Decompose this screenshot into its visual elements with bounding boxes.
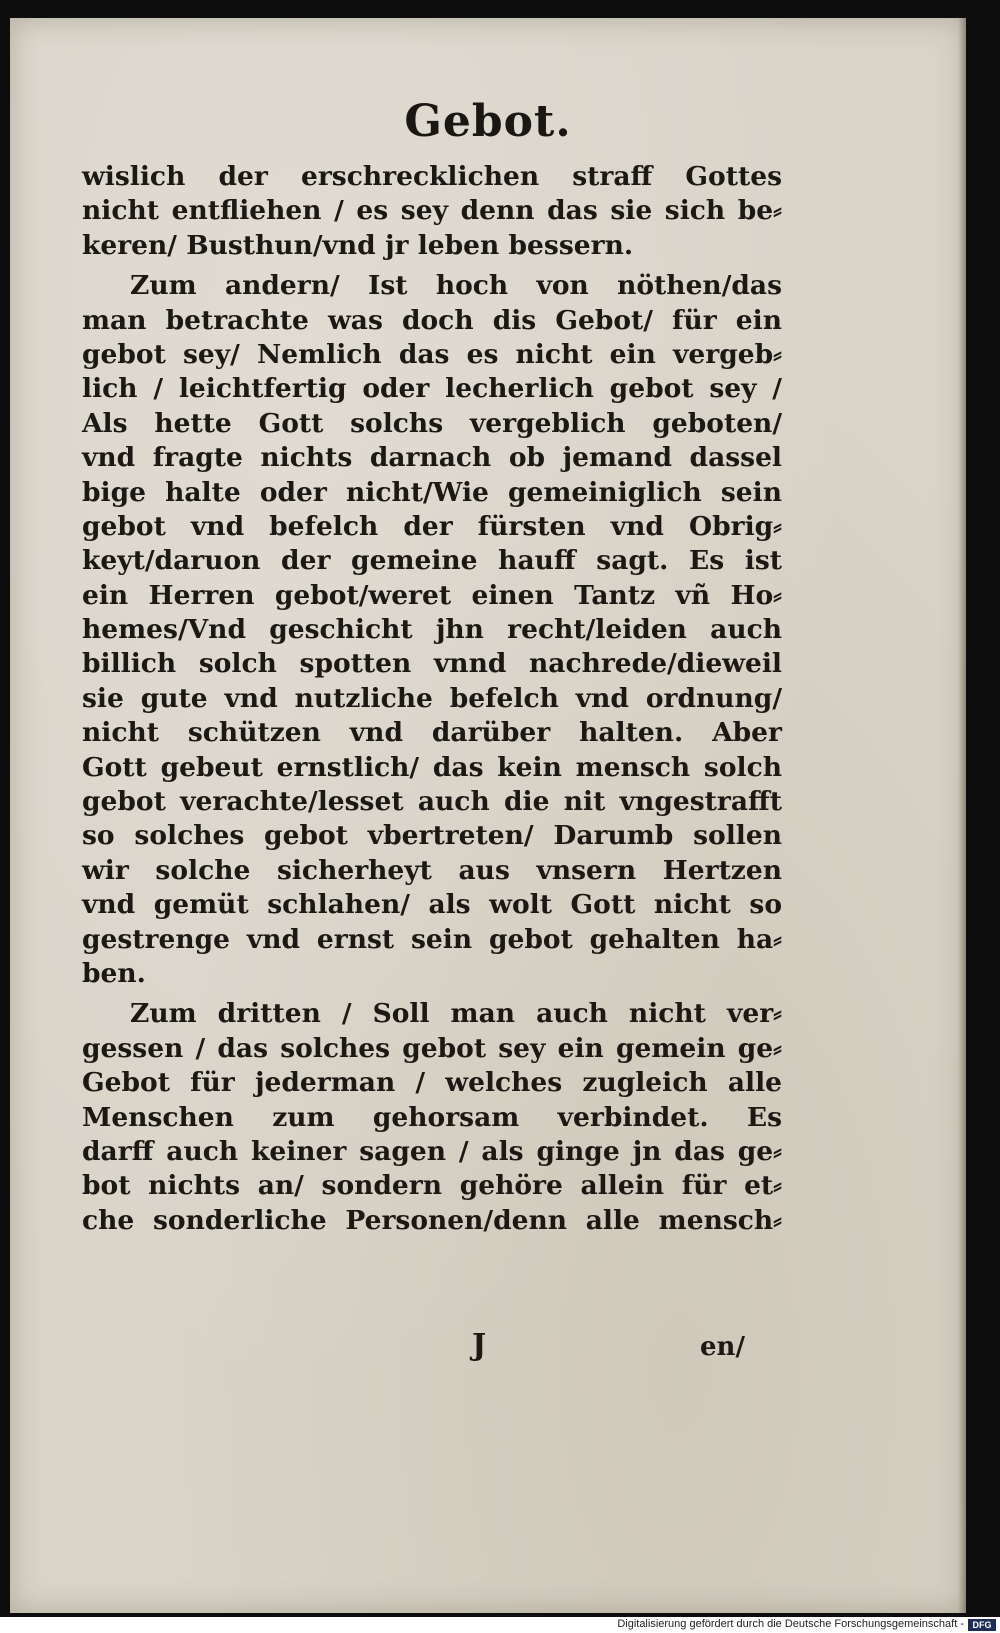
text-line: Zum andern/ Ist hoch von nöthen/das	[130, 270, 782, 302]
footer-credit: Digitalisierung gefördert durch die Deutsche Forschungsgemeinschaft -	[617, 1618, 964, 1630]
text-block	[82, 160, 782, 1238]
paragraph	[82, 997, 782, 1238]
text-line: lich / leichtfertig oder lecherlich gebot sey /	[82, 373, 782, 405]
text-line: wir solche sicherheyt aus vnsern Hertzen	[82, 854, 782, 886]
text-line: nicht schützen vnd darüber halten. Aber	[82, 717, 782, 749]
paragraph	[82, 160, 782, 263]
text-line: darff auch keiner sagen / als ginge jn das ge⸗	[82, 1135, 782, 1167]
text-line: Zum dritten / Soll man auch nicht ver⸗	[130, 998, 782, 1030]
text-line: so solches gebot vbertreten/ Darumb sollen	[82, 820, 782, 852]
text-line: nicht entfliehen / es sey denn das sie sich be⸗	[82, 195, 782, 227]
text-line: ben.	[82, 957, 146, 989]
text-line: keyt/daruon der gemeine hauff sagt. Es ist	[82, 545, 782, 577]
paragraph	[82, 269, 782, 991]
text-line: man betrachte was doch dis Gebot/ für ein	[82, 304, 782, 336]
text-line: Gott gebeut ernstlich/ das kein mensch solch	[82, 751, 782, 783]
text-line: che sonderliche Personen/denn alle mensch⸗	[82, 1204, 782, 1236]
footer	[0, 1617, 1000, 1633]
book-page	[10, 18, 966, 1613]
text-line: wislich der erschrecklichen straff Gottes	[82, 161, 782, 192]
text-line: keren/ Busthun/vnd jr leben bessern.	[82, 229, 634, 261]
dfg-logo: DFG	[968, 1619, 996, 1631]
text-line: gebot vnd befelch der fürsten vnd Obrig⸗	[82, 510, 782, 542]
text-line: gebot verachte/lesset auch die nit vngestrafft	[82, 786, 782, 818]
text-line: sie gute vnd nutzliche befelch vnd ordnung/	[82, 682, 782, 714]
text-line: ein Herren gebot/weret einen Tantz vñ Ho⸗	[82, 579, 782, 611]
text-line: Menschen zum gehorsam verbindet. Es	[82, 1101, 782, 1133]
signature-mark: J	[472, 1328, 487, 1363]
text-line: hemes/Vnd geschicht jhn recht/leiden auch	[82, 614, 782, 646]
text-line: billich solch spotten vnnd nachrede/dieweil	[82, 648, 782, 680]
text-line: bige halte oder nicht/Wie gemeiniglich sein	[82, 476, 782, 508]
text-line: Gebot für jederman / welches zugleich alle	[82, 1067, 782, 1099]
text-line: bot nichts an/ sondern gehöre allein für et⸗	[82, 1170, 782, 1202]
text-line: gebot sey/ Nemlich das es nicht ein vergeb⸗	[82, 338, 782, 370]
page-edge-shadow	[958, 18, 966, 1613]
running-head: Gebot.	[404, 96, 572, 147]
text-line: gestrenge vnd ernst sein gebot gehalten ha⸗	[82, 923, 782, 955]
text-line: vnd fragte nichts darnach ob jemand dassel	[82, 442, 782, 474]
catchword: en/	[700, 1332, 745, 1362]
text-line: gessen / das solches gebot sey ein gemein ge⸗	[82, 1032, 782, 1064]
text-line: vnd gemüt schlahen/ als wolt Gott nicht so	[82, 889, 782, 921]
text-line: Als hette Gott solchs vergeblich geboten/	[82, 407, 782, 439]
